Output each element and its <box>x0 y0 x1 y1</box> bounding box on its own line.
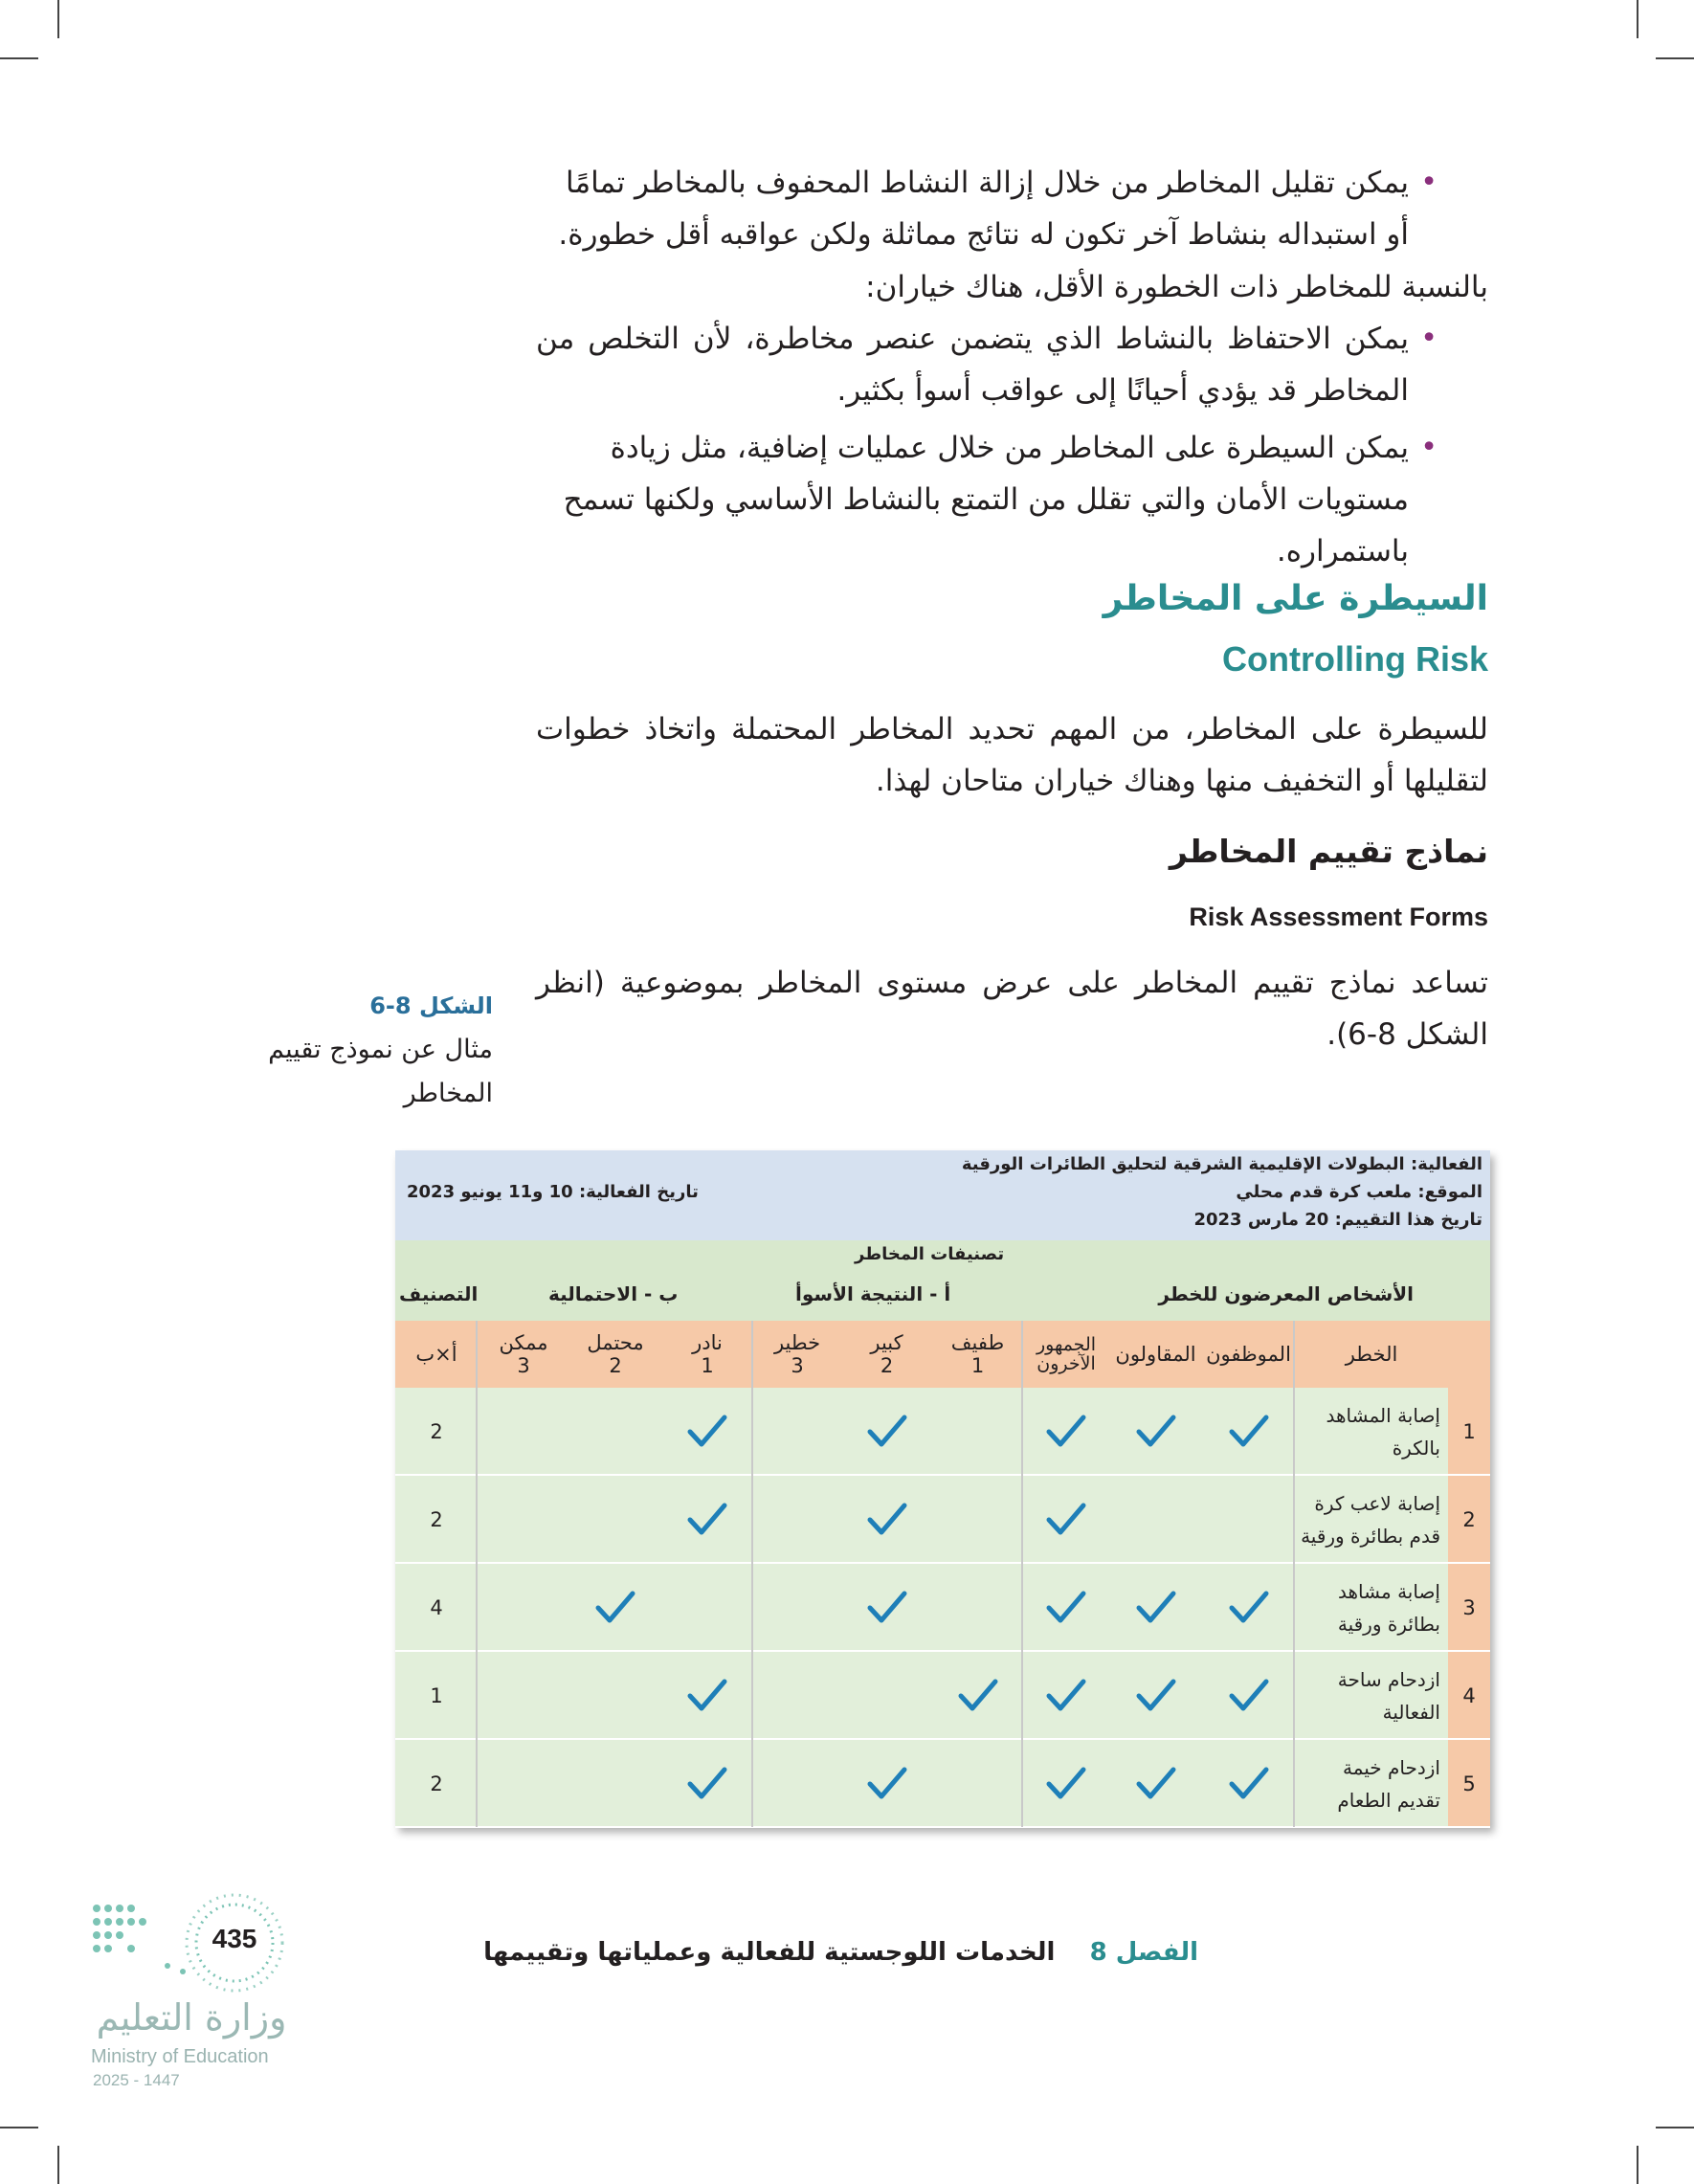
empty-cell <box>661 1564 753 1652</box>
empty-cell <box>932 1476 1023 1564</box>
empty-cell <box>478 1740 569 1828</box>
row-hazard: ازدحام ساحة الفعالية <box>1337 1668 1440 1724</box>
check-icon <box>1202 1740 1295 1828</box>
row-rating: 2 <box>430 1420 443 1443</box>
col-header-rare-label: نادر <box>692 1331 723 1354</box>
col-header-major-score: 2 <box>880 1354 894 1377</box>
check-icon <box>1023 1740 1109 1828</box>
ministry-year: 2025 - 1447 <box>93 2071 180 2089</box>
row-rating: 4 <box>430 1596 443 1619</box>
column-divider <box>751 1321 753 1827</box>
empty-cell <box>569 1476 661 1564</box>
event-date: تاريخ الفعالية: 10 و11 يونيو 2023 <box>407 1182 699 1202</box>
bullet-text: يمكن السيطرة على المخاطر من خلال عمليات إضافية، مثل زيادة مستويات الأمان والتي تقلل من التمتع بالنشاط الأساسي ولكنها تسمح باستمراره. <box>563 431 1409 568</box>
col-header-possible-score: 3 <box>517 1354 530 1377</box>
likelihood-header: ب - الاحتمالية <box>548 1282 679 1305</box>
col-header-major <box>841 1321 932 1388</box>
col-header-possible-label: ممكن <box>499 1331 548 1354</box>
ministry-name-ar: وزارة التعليم <box>96 1996 287 2039</box>
check-icon <box>1109 1652 1202 1740</box>
crop-mark <box>1656 2127 1694 2128</box>
crop-mark <box>57 0 59 38</box>
risk-assessment-table <box>395 1150 1490 1827</box>
check-icon <box>661 1476 753 1564</box>
section-heading-en: Controlling Risk <box>1222 639 1488 679</box>
subsection-heading-en: Risk Assessment Forms <box>1189 903 1488 931</box>
row-number: 2 <box>1448 1476 1490 1564</box>
crop-mark <box>0 2127 38 2128</box>
col-header-staff: الموظفون <box>1206 1343 1291 1366</box>
check-icon <box>661 1740 753 1828</box>
empty-cell <box>478 1388 569 1476</box>
col-header-public: الجمهور الآخرون <box>1036 1334 1097 1374</box>
crop-mark <box>1637 0 1638 38</box>
empty-cell <box>753 1740 841 1828</box>
check-icon <box>661 1388 753 1476</box>
col-header-contractors: المقاولون <box>1115 1343 1196 1366</box>
check-icon <box>1023 1388 1109 1476</box>
column-divider <box>1293 1321 1295 1827</box>
row-hazard: إصابة المشاهد بالكرة <box>1326 1404 1440 1460</box>
classifications-title: تصنيفات المخاطر <box>855 1244 1005 1264</box>
bullet-item <box>536 313 1438 416</box>
check-icon <box>1202 1652 1295 1740</box>
ministry-name-en: Ministry of Education <box>91 2046 269 2067</box>
col-header-probable-score: 2 <box>609 1354 622 1377</box>
chapter-title: الخدمات اللوجستية للفعالية وعملياتها وتقييمها <box>483 1938 1056 1967</box>
check-icon <box>1023 1652 1109 1740</box>
crop-mark <box>1656 57 1694 59</box>
row-number: 5 <box>1448 1740 1490 1828</box>
empty-cell <box>932 1388 1023 1476</box>
empty-cell <box>841 1652 932 1740</box>
figure-number: الشكل 8-6 <box>369 992 493 1019</box>
bullet-dot: • <box>1420 322 1438 355</box>
col-header-minor-label: طفيف <box>950 1331 1005 1354</box>
paragraph: بالنسبة للمخاطر ذات الخطورة الأقل، هناك خياران: <box>865 270 1488 304</box>
col-header-minor <box>932 1321 1023 1388</box>
check-icon <box>1023 1476 1109 1564</box>
table-group-header <box>395 1240 1490 1321</box>
empty-cell <box>1202 1476 1295 1564</box>
column-divider <box>1021 1321 1023 1827</box>
col-header-serious-score: 3 <box>791 1354 804 1377</box>
empty-cell <box>569 1388 661 1476</box>
crop-mark <box>57 2146 59 2184</box>
event-name: الفعالية: البطولات الإقليمية الشرقية لتحليق الطائرات الورقية <box>961 1154 1482 1174</box>
paragraph: للسيطرة على المخاطر، من المهم تحديد المخاطر المحتملة واتخاذ خطوات لتقليلها أو التخفيف منها وهناك خياران متاحان لهذا. <box>536 712 1488 798</box>
col-header-rare-score: 1 <box>701 1354 714 1377</box>
check-icon <box>1109 1564 1202 1652</box>
bullet-text: يمكن تقليل المخاطر من خلال إزالة النشاط المحفوف بالمخاطر تمامًا أو استبداله بنشاط آخر تكون له نتائج مماثلة ولكن عواقبه أقل خطورة. <box>558 166 1409 252</box>
page-number: 435 <box>212 1924 257 1953</box>
empty-cell <box>569 1652 661 1740</box>
check-icon <box>569 1564 661 1652</box>
empty-cell <box>753 1388 841 1476</box>
crop-mark <box>1637 2146 1638 2184</box>
chapter-label: الفصل 8 <box>1089 1938 1198 1967</box>
chapter-footer <box>483 1938 1198 1967</box>
figure-caption-text: مثال عن نموذج تقييم المخاطر <box>268 1035 493 1108</box>
event-location: الموقع: ملعب كرة قدم محلي <box>1236 1182 1482 1202</box>
check-icon <box>1023 1564 1109 1652</box>
bullet-text: يمكن الاحتفاظ بالنشاط الذي يتضمن عنصر مخاطرة، لأن التخلص من المخاطر قد يؤدي أحيانًا إلى عواقب أسوأ بكثير. <box>536 322 1409 408</box>
row-rating: 1 <box>430 1684 443 1707</box>
row-number: 3 <box>1448 1564 1490 1652</box>
subsection-heading-ar: نماذج تقييم المخاطر <box>1169 833 1488 870</box>
col-header-minor-score: 1 <box>970 1354 985 1377</box>
col-header-possible <box>478 1321 569 1388</box>
bullet-item <box>536 422 1438 577</box>
col-header-probable-label: محتمل <box>587 1331 644 1354</box>
ministry-logo <box>91 1893 301 2099</box>
col-header-probable <box>569 1321 661 1388</box>
empty-cell <box>569 1740 661 1828</box>
check-icon <box>841 1740 932 1828</box>
row-hazard: ازدحام خيمة تقديم الطعام <box>1337 1756 1440 1812</box>
bullet-dot: • <box>1420 166 1438 199</box>
row-hazard: إصابة مشاهد بطائرة ورقية <box>1337 1580 1440 1636</box>
row-rating: 2 <box>430 1772 443 1795</box>
crop-mark <box>0 57 38 59</box>
table-meta-header <box>395 1150 1490 1240</box>
empty-cell <box>753 1564 841 1652</box>
paragraph: تساعد نماذج تقييم المخاطر على عرض مستوى المخاطر بموضوعية (انظر الشكل 8-6). <box>536 966 1488 1052</box>
check-icon <box>1202 1388 1295 1476</box>
empty-cell <box>1109 1476 1202 1564</box>
check-icon <box>1109 1740 1202 1828</box>
figure-caption <box>244 984 493 1116</box>
check-icon <box>1109 1388 1202 1476</box>
check-icon <box>841 1564 932 1652</box>
logo-dots-graphic <box>91 1893 301 1998</box>
check-icon <box>841 1476 932 1564</box>
empty-cell <box>932 1564 1023 1652</box>
row-rating: 2 <box>430 1508 443 1531</box>
empty-cell <box>478 1476 569 1564</box>
column-divider <box>476 1321 478 1827</box>
row-hazard: إصابة لاعب كرة قدم بطائرة ورقية <box>1301 1492 1440 1548</box>
row-number: 1 <box>1448 1388 1490 1476</box>
col-header-major-label: كبير <box>870 1331 903 1354</box>
rating-header: التصنيف <box>399 1282 479 1305</box>
consequence-header: أ - النتيجة الأسوأ <box>795 1282 951 1305</box>
check-icon <box>1202 1564 1295 1652</box>
empty-cell <box>753 1476 841 1564</box>
empty-cell <box>753 1652 841 1740</box>
col-header-axb: أ×ب <box>415 1343 457 1366</box>
col-header-hazard: الخطر <box>1345 1343 1398 1366</box>
row-divider <box>395 1826 1490 1828</box>
row-number: 4 <box>1448 1652 1490 1740</box>
assessment-date: تاريخ هذا التقييم: 20 مارس 2023 <box>1193 1210 1482 1230</box>
col-header-rare <box>661 1321 753 1388</box>
bullet-dot: • <box>1420 431 1438 464</box>
section-heading-ar: السيطرة على المخاطر <box>1103 579 1488 618</box>
check-icon <box>841 1388 932 1476</box>
empty-cell <box>478 1564 569 1652</box>
people-at-risk-header: الأشخاص المعرضون للخطر <box>1158 1282 1414 1305</box>
bullet-item <box>536 157 1438 260</box>
empty-cell <box>932 1740 1023 1828</box>
check-icon <box>661 1652 753 1740</box>
col-header-serious-label: خطير <box>773 1331 821 1354</box>
empty-cell <box>478 1652 569 1740</box>
col-header-serious <box>753 1321 841 1388</box>
check-icon <box>932 1652 1023 1740</box>
